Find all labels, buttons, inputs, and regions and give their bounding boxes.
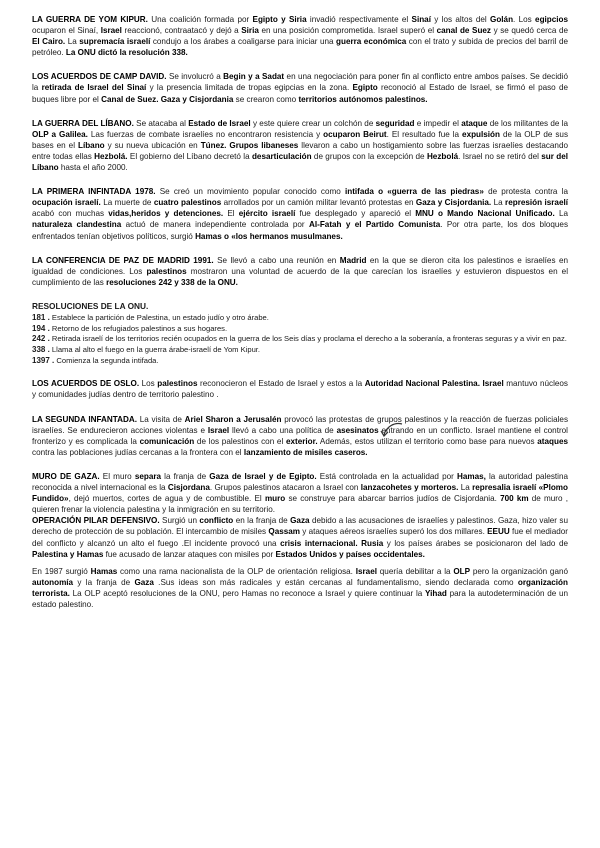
- text: Una coalición formada por: [147, 15, 253, 24]
- bold-text: sur del Líbano: [32, 151, 568, 173]
- text: Se atacaba al: [133, 118, 189, 128]
- bold-text: Hamas o «los hermanos musulmanes.: [195, 231, 343, 241]
- resolution-text: Retirada israelí de los territorios recién ocupados en la guerra de los Seis días y proclama el derecho a la soberanía, a fronteras seguras y a vivir en paz.: [49, 334, 567, 344]
- text: El gobierno del Líbano decretó la: [127, 151, 252, 161]
- curved-arrow-icon: [380, 421, 406, 439]
- text: pero la organización ganó: [470, 566, 569, 576]
- text: Los: [139, 379, 158, 389]
- bold-text: represión israelí: [505, 198, 568, 208]
- sections-top: [32, 14, 568, 288]
- text: con el trato y subida de precios del barril de petróleo.: [32, 37, 568, 58]
- resolutions-title: RESOLUCIONES DE LA ONU.: [32, 300, 149, 311]
- resolutions-block: [32, 301, 568, 367]
- text: . Israel no se retiró del: [458, 151, 542, 161]
- text: invadió respectivamente el: [306, 15, 412, 24]
- bold-text: LOS ACUERDOS DE CAMP DAVID.: [32, 72, 167, 82]
- resolution-number: 242 .: [32, 334, 50, 344]
- text: mostraron una voluntad de acuerdo de la que carecían los israelíes y estuvieron dispuestos en el cumplimiento de las: [32, 266, 569, 287]
- bold-text: OLP: [453, 566, 471, 576]
- bold-text: Israel: [100, 26, 122, 36]
- resolution-text: Establece la partición de Palestina, un estado judío y otro árabe.: [49, 312, 269, 322]
- bold-text: exterior.: [286, 436, 318, 446]
- text: Está controlada en la actualidad por: [316, 471, 457, 481]
- bold-text: LA GUERRA DEL LÍBANO.: [32, 118, 134, 128]
- text: actuó de manera independiente controlada por: [121, 220, 309, 230]
- text: la autoridad palestina reconocida a nivel internacional es la: [32, 471, 569, 493]
- resolution-item: [32, 324, 568, 335]
- document-page: [32, 14, 568, 623]
- bold-text: supremacía israelí: [79, 37, 151, 47]
- bold-text: lanzacohetes y morteros.: [360, 483, 459, 493]
- text: fue desplegado y apareció el: [295, 209, 416, 219]
- text: de protesta contra la: [483, 187, 568, 197]
- text: en la que se dieron cita los palestinos e israelíes en igualdad de condiciones. Los: [32, 255, 569, 276]
- bold-text: cuatro palestinos: [153, 198, 222, 208]
- bold-text: MNU o Mando Nacional Unificado.: [415, 209, 555, 219]
- bold-text: Hezbolá: [426, 151, 459, 161]
- bold-text: crisis internacional. Rusia: [280, 538, 384, 548]
- bold-text: Sinaí: [411, 15, 431, 24]
- text: Se creó un movimiento popular conocido como: [155, 187, 345, 197]
- bold-text: Egipto y Siria: [252, 15, 307, 24]
- bold-text: guerra económica: [336, 37, 407, 47]
- text: y los países árabes se posicionaron del lado de: [383, 538, 568, 548]
- text: Se llevó a cabo una reunión en: [213, 255, 340, 265]
- bold-text: Hamas,: [456, 471, 486, 481]
- bold-text: resoluciones 242 y 338 de la ONU.: [106, 277, 238, 287]
- text: y este quiere crear un colchón de: [250, 118, 376, 128]
- bold-text: muro: [264, 494, 286, 504]
- text: de la OLP de sus bases en el: [32, 129, 569, 150]
- resolution-text: Retorno de los refugiados palestinos a sus hogares.: [49, 323, 228, 333]
- bold-text: Israel: [207, 425, 230, 435]
- text: La OLP aceptó resoluciones de la ONU, pero Hamas no reconoce a Israel y quiere continuar la: [69, 588, 426, 598]
- text: y ataques aéreos israelíes superó los dos millares.: [300, 527, 488, 537]
- bold-text: Qassam: [268, 527, 300, 537]
- bold-text: intifada o «guerra de las piedras»: [344, 187, 484, 197]
- text: llevaron a cabo un hostigamiento sobre las fuerzas israelíes destacando entre todas ellas: [32, 140, 568, 161]
- text: se construye para abarcar barrios judíos de Cisjordania.: [285, 494, 501, 504]
- bold-text: LA GUERRA DE YOM KIPUR.: [32, 15, 148, 24]
- paragraph: [32, 71, 568, 104]
- text: La visita de: [136, 414, 185, 424]
- bold-text: ejército israelí: [238, 209, 296, 219]
- bold-text: canal de Suez: [436, 26, 491, 36]
- text: La: [458, 483, 473, 493]
- bold-text: lanzamiento de misiles caseros.: [243, 447, 368, 457]
- bold-text: Al-Fatah y el Partido Comunista: [309, 220, 441, 230]
- bold-text: Túnez. Grupos libaneses: [200, 140, 299, 150]
- text: Surgió un: [159, 516, 200, 526]
- paragraph: [32, 566, 568, 610]
- bold-text: represalia israelí «Plomo Fundido»: [32, 483, 568, 504]
- bold-text: Gaza: [290, 516, 310, 526]
- resolution-text: Comienza la segunda intifada.: [54, 355, 159, 365]
- bold-text: seguridad: [375, 118, 415, 128]
- text: y la presencia limitada de tropas egipcias en la zona.: [146, 83, 353, 93]
- text: . El resultado fue la: [386, 129, 463, 139]
- bold-text: Estado de Israel: [188, 118, 251, 128]
- resolution-number: 338 .: [32, 344, 50, 354]
- bold-text: Líbano: [78, 140, 105, 150]
- resolutions-list: [32, 313, 568, 367]
- text: fue acusado de lanzar ataques con misiles por: [103, 549, 276, 559]
- resolution-item: [32, 334, 568, 345]
- bold-text: conflicto: [199, 516, 234, 526]
- bold-text: Estados Unidos y países occidentales.: [275, 549, 425, 559]
- resolution-text: Llama al alto el fuego en la guerra árabe-israelí de Yom Kipur.: [49, 344, 261, 354]
- bold-text: Gaza y Cisjordania.: [415, 198, 492, 208]
- bold-text: Gaza de Israel y de Egipto.: [209, 471, 317, 481]
- bold-text: Gaza: [134, 577, 154, 587]
- bold-text: EEUU: [487, 527, 510, 537]
- bold-text: 700 km: [500, 494, 529, 504]
- sections-bottom: [32, 378, 568, 610]
- text: quería debilitar a la: [376, 566, 454, 576]
- text: la franja de: [161, 471, 210, 481]
- text: en una posición comprometida. Israel superó el: [258, 26, 437, 36]
- paragraph: [32, 14, 568, 58]
- bold-text: Hezbolá.: [94, 151, 128, 161]
- text: de los militantes de la: [487, 118, 568, 128]
- resolution-item: [32, 356, 568, 367]
- text: .Sus ideas son más radicales y están cercanas al fundamentalismo, siendo declarada como: [153, 577, 518, 587]
- paragraph: [32, 414, 568, 458]
- text: fue el mediador del conflicto y alcanzó un alto el fuego .El incidente provocó una: [32, 527, 568, 548]
- bold-text: Hamas: [90, 566, 118, 576]
- resolution-item: [32, 313, 568, 324]
- text: La: [554, 209, 568, 219]
- bold-text: comunicación: [139, 436, 195, 446]
- bold-text: Canal de Suez. Gaza y Cisjordania: [101, 94, 234, 104]
- text: entrando en un conflicto. Israel mantiene el control fronterizo y es complicada la: [32, 425, 568, 446]
- bold-text: egipcios: [535, 15, 569, 24]
- text: Además, estos utilizan el territorio como base para nuevos: [317, 436, 538, 446]
- bold-text: Begin y a Sadat: [223, 72, 285, 82]
- text: La: [491, 198, 506, 208]
- bold-text: naturaleza clandestina: [32, 220, 122, 230]
- bold-text: Siria: [241, 26, 259, 36]
- paragraph: [32, 515, 568, 559]
- text: y la franja de: [73, 577, 135, 587]
- text: El: [223, 209, 239, 219]
- text: e impedir el: [414, 118, 462, 128]
- text: y su nueva ubicación en: [104, 140, 201, 150]
- paragraph: [32, 378, 568, 400]
- text: y los altos del: [430, 15, 491, 24]
- paragraph: [32, 255, 568, 288]
- bold-text: vidas,heridos y detenciones.: [108, 209, 224, 219]
- text: de los palestinos con el: [194, 436, 286, 446]
- text: condujo a los árabes a coaligarse para iniciar una: [150, 37, 337, 47]
- bold-text: palestinos: [157, 379, 198, 389]
- text: debido a las acusaciones de israelíes y palestinos. Gaza, hizo valer su derecho de protección de su población. El intercambio de misiles: [32, 516, 568, 537]
- text: El muro: [99, 471, 135, 481]
- text: Las fuerzas de combate israelíes no encontraron resistencia y: [87, 129, 324, 139]
- text: La muerte de: [100, 198, 154, 208]
- text: acabó con muchas: [32, 209, 109, 219]
- bold-text: Golán: [490, 15, 514, 24]
- resolution-number: 1397 .: [32, 355, 55, 365]
- text: . Los: [513, 15, 536, 24]
- text: se crearon como: [233, 94, 299, 104]
- bold-text: Madrid: [339, 255, 367, 265]
- bold-text: Palestina y Hamas: [32, 549, 104, 559]
- bold-text: ataque: [461, 118, 488, 128]
- text: La: [65, 37, 80, 47]
- text: reconoció al Estado de Israel, se firmó el paso de buques libre por el: [32, 83, 568, 104]
- text: en una negociación para poner fin al conflicto entre ambos países. Se decidió la: [32, 72, 568, 93]
- bold-text: Yihad: [425, 588, 447, 598]
- bold-text: autonomía: [32, 577, 74, 587]
- text: llevó a cabo una política de: [229, 425, 337, 435]
- text: . Por otra parte, los dos bloques enfrentados tenían objetivos políticos, surgió: [32, 220, 569, 241]
- bold-text: LOS ACUERDOS DE OSLO.: [32, 379, 140, 389]
- text: en la franja de: [233, 516, 291, 526]
- bold-text: OLP a Galilea.: [32, 129, 88, 139]
- text: En 1987 surgió: [32, 566, 91, 576]
- bold-text: ataques: [537, 436, 568, 446]
- bold-text: Autoridad Nacional Palestina. Israel: [364, 379, 504, 389]
- text: y se quedó cerca de: [491, 26, 568, 36]
- text: arrollados por un camión militar levantó protestas en: [221, 198, 416, 208]
- bold-text: ocupación israelí.: [32, 198, 101, 208]
- text: . Grupos palestinos atacaron a Israel con: [209, 483, 361, 493]
- text: reaccionó, contraatacó y dejó a: [121, 26, 242, 36]
- bold-text: organización terrorista.: [32, 577, 568, 598]
- bold-text: ocuparon Beirut: [323, 129, 387, 139]
- text: mantuvo núcleos y comunidades judías dentro de territorio palestino .: [32, 379, 568, 400]
- bold-text: separa: [134, 471, 162, 481]
- bold-text: MURO DE GAZA.: [32, 471, 100, 481]
- bold-text: palestinos: [146, 266, 187, 276]
- bold-text: Israel: [355, 566, 377, 576]
- resolution-number: 194 .: [32, 323, 50, 333]
- bold-text: El Cairo.: [32, 37, 66, 47]
- bold-text: LA CONFERENCIA DE PAZ DE MADRID 1991.: [32, 255, 214, 265]
- bold-text: desarticulación: [251, 151, 312, 161]
- paragraph: [32, 118, 568, 173]
- bold-text: La ONU dictó la resolución 338.: [65, 48, 188, 58]
- bold-text: LA PRIMERA INFINTADA 1978.: [32, 187, 156, 197]
- text: reconocieron el Estado de Israel y estos a la: [197, 379, 365, 389]
- bold-text: Egipto: [352, 83, 378, 93]
- bold-text: LA SEGUNDA INFANTADA.: [32, 414, 137, 424]
- text: como una rama nacionalista de la OLP de orientación religiosa.: [117, 566, 356, 576]
- text: de grupos con la excepción de: [311, 151, 427, 161]
- bold-text: expulsión: [462, 129, 500, 139]
- bold-text: retirada de Israel del Sinaí: [41, 83, 147, 93]
- resolution-number: 181 .: [32, 312, 50, 322]
- resolution-item: [32, 345, 568, 356]
- text: contra las poblaciones judías cercanas a la frontera con el: [32, 447, 244, 457]
- text: Se involucró a: [166, 72, 224, 82]
- text: provocó las protestas de grupos palestinos y la reacción de fuerzas policiales israelíes. Se endurecieron acciones violentas e: [32, 414, 569, 435]
- text: para la autodeterminación de un estado palestino.: [32, 588, 569, 609]
- text: de muro , quieren frenar la violencia palestina y la inmigración en su territorio.: [32, 494, 568, 515]
- text: ocuparon el Sinaí,: [32, 26, 101, 36]
- paragraph: [32, 186, 568, 241]
- text: hasta el año 2000.: [58, 163, 128, 173]
- bold-text: Ariel Sharon a Jerusalén: [184, 414, 282, 424]
- bold-text: Cisjordana: [167, 483, 210, 493]
- paragraph: [32, 471, 568, 515]
- bold-text: asesinatos: [336, 425, 379, 435]
- text: , dejó muertos, cortes de agua y de combustible. El: [68, 494, 265, 504]
- bold-text: OPERACIÓN PILAR DEFENSIVO.: [32, 516, 160, 526]
- bold-text: territorios autónomos palestinos.: [298, 94, 428, 104]
